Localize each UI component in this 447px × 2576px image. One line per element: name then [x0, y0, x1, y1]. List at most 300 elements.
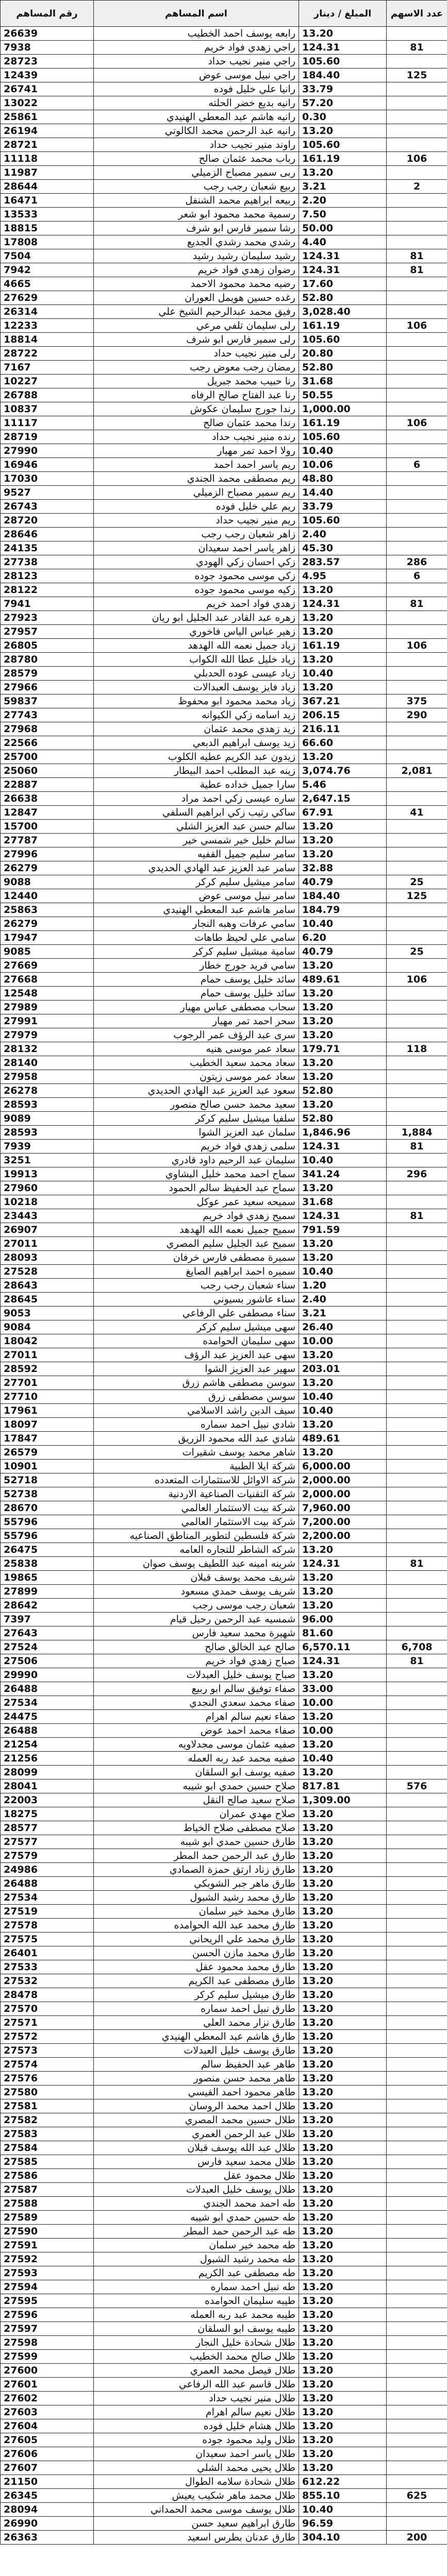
number-cell: 7938: [1, 41, 94, 55]
number-cell: 18042: [1, 1334, 94, 1348]
name-cell: طارق نبيل احمد سماره: [94, 2002, 299, 2016]
shares-cell: 106: [387, 152, 447, 166]
amount-cell: 13.20: [299, 1877, 387, 1891]
shares-cell: [387, 1001, 447, 1014]
table-row: [1, 1042, 447, 1056]
shares-cell: [387, 1376, 447, 1390]
amount-cell: 13.20: [299, 2211, 387, 2225]
table-row: [1, 959, 447, 973]
name-cell: طلال محمد ماهر شكيب يعيش: [94, 2489, 299, 2503]
amount-cell: 13.20: [299, 1446, 387, 1460]
amount-cell: 13.20: [299, 1807, 387, 1821]
table-row: [1, 208, 447, 222]
amount-cell: 341.24: [299, 1167, 387, 1181]
shares-cell: [387, 2169, 447, 2183]
shares-cell: [387, 1473, 447, 1487]
table-row: [1, 2503, 447, 2517]
amount-cell: 6,000.00: [299, 1460, 387, 1473]
table-row: [1, 2308, 447, 2322]
shares-cell: [387, 1460, 447, 1473]
shares-cell: [387, 1919, 447, 1933]
name-cell: صلاح مصطفى صلاح الخياط: [94, 1821, 299, 1835]
name-cell: زيد اسامه زكي الكيوانه: [94, 708, 299, 722]
number-cell: 27923: [1, 611, 94, 625]
name-cell: زهير عباس الياس فاخوري: [94, 625, 299, 639]
number-cell: 17947: [1, 931, 94, 945]
shares-cell: [387, 2350, 447, 2364]
name-cell: طلال يوسف موسى محمد الحمداني: [94, 2503, 299, 2517]
name-cell: رغده حسين هويمل العوران: [94, 291, 299, 305]
amount-cell: 13.20: [299, 1028, 387, 1042]
shares-cell: [387, 1543, 447, 1557]
table-row: [1, 1112, 447, 1126]
table-row: [1, 1362, 447, 1376]
number-cell: 28780: [1, 653, 94, 667]
shares-cell: [387, 1905, 447, 1919]
amount-cell: 2.40: [299, 1293, 387, 1307]
table-row: [1, 458, 447, 472]
amount-cell: 13.20: [299, 2378, 387, 2392]
amount-cell: 13.20: [299, 1863, 387, 1877]
amount-cell: 52.80: [299, 361, 387, 375]
table-row: [1, 1487, 447, 1501]
number-cell: 28646: [1, 528, 94, 541]
number-cell: 27598: [1, 2336, 94, 2350]
number-cell: 28140: [1, 1056, 94, 1070]
amount-cell: 1,846.96: [299, 1126, 387, 1140]
shares-cell: 41: [387, 806, 447, 820]
amount-cell: 13.20: [299, 2322, 387, 2336]
number-cell: 27534: [1, 1696, 94, 1710]
shares-cell: [387, 1626, 447, 1640]
number-cell: 26314: [1, 305, 94, 319]
number-cell: 21256: [1, 1752, 94, 1766]
amount-cell: 13.20: [299, 2044, 387, 2058]
amount-cell: 304.10: [299, 2531, 387, 2545]
shares-cell: [387, 486, 447, 500]
number-cell: 13533: [1, 208, 94, 222]
number-cell: 27587: [1, 2183, 94, 2197]
number-cell: 7504: [1, 249, 94, 263]
amount-cell: 13.20: [299, 2169, 387, 2183]
number-cell: 27738: [1, 555, 94, 569]
name-cell: رندا محمد عثمان صالح: [94, 416, 299, 430]
shares-cell: [387, 987, 447, 1001]
name-cell: سلفيا ميشيل سليم كركر: [94, 1112, 299, 1126]
name-cell: سماح احمد محمد خليل البشاوي: [94, 1167, 299, 1181]
amount-cell: 13.20: [299, 1933, 387, 1946]
table-row: [1, 180, 447, 194]
table-row: [1, 375, 447, 388]
name-cell: راوند منير نجيب حداد: [94, 138, 299, 152]
amount-cell: 283.57: [299, 555, 387, 569]
shares-cell: [387, 2364, 447, 2378]
shares-cell: [387, 1515, 447, 1529]
amount-cell: 1,309.00: [299, 1793, 387, 1807]
shares-cell: [387, 1154, 447, 1167]
number-cell: 27583: [1, 2127, 94, 2141]
shares-cell: [387, 291, 447, 305]
table-row: [1, 2002, 447, 2016]
name-cell: شركة ايلا الطبية: [94, 1460, 299, 1473]
amount-cell: 1.20: [299, 1279, 387, 1293]
name-cell: زكي احسان زكي الهودي: [94, 555, 299, 569]
shares-cell: [387, 2447, 447, 2461]
shares-cell: [387, 1738, 447, 1752]
table-row: [1, 1265, 447, 1279]
shares-cell: 2: [387, 180, 447, 194]
number-cell: 17847: [1, 1432, 94, 1446]
table-row: [1, 2531, 447, 2545]
number-cell: 27582: [1, 2113, 94, 2127]
amount-cell: 13.20: [299, 583, 387, 597]
shares-cell: [387, 1960, 447, 1974]
table-row: [1, 1988, 447, 2002]
number-cell: 27605: [1, 2433, 94, 2447]
name-cell: رابعه يوسف احمد الخطيب: [94, 27, 299, 41]
number-cell: 26805: [1, 639, 94, 653]
shares-cell: [387, 1724, 447, 1738]
shares-cell: [387, 2308, 447, 2322]
table-row: [1, 138, 447, 152]
table-row: [1, 110, 447, 124]
table-row: [1, 2266, 447, 2280]
table-row: [1, 402, 447, 416]
amount-cell: 10.00: [299, 1696, 387, 1710]
name-cell: سعاد محمد سعيد الخطيب: [94, 1056, 299, 1070]
number-cell: 27528: [1, 1265, 94, 1279]
amount-cell: 4.95: [299, 569, 387, 583]
amount-cell: 124.31: [299, 597, 387, 611]
amount-cell: 13.20: [299, 1821, 387, 1835]
amount-cell: 3,028.40: [299, 305, 387, 319]
table-row: [1, 1279, 447, 1293]
name-cell: طلال هشام خليل فوده: [94, 2419, 299, 2433]
table-row: [1, 1028, 447, 1042]
shares-cell: [387, 750, 447, 764]
name-cell: سعود عبد العزيز عبد الهادي الحديدي: [94, 1084, 299, 1098]
name-cell: طلال احمد محمد الروسان: [94, 2099, 299, 2113]
shares-cell: [387, 1098, 447, 1112]
number-cell: 28093: [1, 1251, 94, 1265]
number-cell: 12548: [1, 987, 94, 1001]
shares-cell: 200: [387, 2531, 447, 2545]
name-cell: سالم خليل خير شمسي خير: [94, 834, 299, 848]
name-cell: شهيرة محمد سعيد فارس: [94, 1626, 299, 1640]
amount-cell: 4.40: [299, 235, 387, 249]
amount-cell: 13.20: [299, 1098, 387, 1112]
amount-cell: 13.20: [299, 1001, 387, 1014]
table-row: [1, 1237, 447, 1251]
shares-cell: [387, 1195, 447, 1209]
amount-cell: 48.80: [299, 472, 387, 486]
shares-cell: [387, 2016, 447, 2030]
name-cell: شعبان رجب موسى رجب: [94, 1599, 299, 1613]
number-cell: 29990: [1, 1668, 94, 1682]
amount-cell: 20.80: [299, 347, 387, 361]
table-row: [1, 694, 447, 708]
table-row: [1, 1835, 447, 1849]
shares-cell: [387, 2503, 447, 2517]
number-cell: 7167: [1, 361, 94, 375]
number-cell: 27599: [1, 2350, 94, 2364]
number-cell: 27595: [1, 2294, 94, 2308]
shares-cell: [387, 1835, 447, 1849]
name-cell: طلال منير نجيب حداد: [94, 2392, 299, 2405]
table-row: [1, 416, 447, 430]
table-row: [1, 708, 447, 722]
number-cell: 16946: [1, 458, 94, 472]
table-row: [1, 2461, 447, 2475]
name-cell: رضوان زهدي فواد خريم: [94, 263, 299, 277]
table-row: [1, 82, 447, 96]
name-cell: ربيع شعبان رجب رجب: [94, 180, 299, 194]
shares-cell: [387, 514, 447, 528]
number-cell: 18097: [1, 1418, 94, 1432]
amount-cell: 13.20: [299, 2252, 387, 2266]
amount-cell: 13.20: [299, 124, 387, 138]
number-cell: 25060: [1, 764, 94, 778]
shares-cell: [387, 1056, 447, 1070]
number-cell: 27011: [1, 1348, 94, 1362]
table-row: [1, 1766, 447, 1780]
name-cell: طه نبيل احمد سماره: [94, 2280, 299, 2294]
name-cell: ريم سمير مصباح الزميلي: [94, 486, 299, 500]
name-cell: سناء مصطفى علي الرفاعي: [94, 1307, 299, 1320]
name-cell: طلال صالح محمد الخطيب: [94, 2350, 299, 2364]
name-cell: طارق محمد مازن الحسن: [94, 1946, 299, 1960]
amount-cell: 13.20: [299, 2336, 387, 2350]
table-row: [1, 1696, 447, 1710]
amount-cell: 13.20: [299, 1014, 387, 1028]
table-row: [1, 750, 447, 764]
shares-cell: [387, 917, 447, 931]
number-cell: 28579: [1, 667, 94, 681]
amount-cell: 45.30: [299, 541, 387, 555]
name-cell: صالح عبد الخالق صالح: [94, 1640, 299, 1654]
table-row: [1, 2378, 447, 2392]
number-cell: 27743: [1, 708, 94, 722]
name-cell: سليمان عبد الرحيم داود قادري: [94, 1154, 299, 1167]
table-row: [1, 2016, 447, 2030]
number-cell: 26907: [1, 1223, 94, 1237]
amount-cell: 67.91: [299, 806, 387, 820]
table-row: [1, 166, 447, 180]
amount-cell: 13.20: [299, 2141, 387, 2155]
shares-cell: [387, 1849, 447, 1863]
table-row: [1, 388, 447, 402]
table-row: [1, 1404, 447, 1418]
amount-cell: 3.21: [299, 1307, 387, 1320]
amount-cell: 10.40: [299, 1154, 387, 1167]
shares-cell: [387, 1613, 447, 1626]
number-cell: 17961: [1, 1404, 94, 1418]
number-cell: 27607: [1, 2461, 94, 2475]
table-row: [1, 987, 447, 1001]
shares-cell: 81: [387, 249, 447, 263]
number-cell: 26194: [1, 124, 94, 138]
name-cell: طارق محمد رشيد الشبول: [94, 1891, 299, 1905]
shares-cell: [387, 2099, 447, 2113]
table-row: [1, 861, 447, 875]
number-cell: 17808: [1, 235, 94, 249]
amount-cell: 13.20: [299, 1905, 387, 1919]
number-cell: 25838: [1, 1557, 94, 1571]
table-row: [1, 2447, 447, 2461]
number-cell: 27586: [1, 2169, 94, 2183]
table-row: [1, 1780, 447, 1793]
name-cell: رلى منير نجيب حداد: [94, 347, 299, 361]
table-row: [1, 1098, 447, 1112]
shares-cell: [387, 1821, 447, 1835]
shares-cell: [387, 1265, 447, 1279]
table-row: [1, 875, 447, 889]
number-cell: 10218: [1, 1195, 94, 1209]
name-cell: راجي زهدي فواد خريم: [94, 41, 299, 55]
name-cell: زيد زهدي محمد عثمان: [94, 722, 299, 736]
name-cell: سامي علي لحيظ طاهات: [94, 931, 299, 945]
table-row: [1, 667, 447, 681]
name-cell: صباح زهدي فواد خريم: [94, 1654, 299, 1668]
table-row: [1, 625, 447, 639]
number-cell: 7942: [1, 263, 94, 277]
amount-cell: 3,074.76: [299, 764, 387, 778]
amount-cell: 50.00: [299, 222, 387, 235]
shares-cell: 25: [387, 945, 447, 959]
name-cell: سعاد عمر موسى هنيه: [94, 1042, 299, 1056]
amount-cell: 96.59: [299, 2517, 387, 2531]
shares-cell: [387, 583, 447, 597]
number-cell: 28721: [1, 138, 94, 152]
shares-cell: [387, 1863, 447, 1877]
table-row: [1, 1933, 447, 1946]
shares-cell: 106: [387, 416, 447, 430]
number-cell: 28478: [1, 1988, 94, 2002]
table-row: [1, 1640, 447, 1654]
table-row: [1, 2072, 447, 2086]
number-cell: 11117: [1, 416, 94, 430]
number-cell: 23443: [1, 1209, 94, 1223]
amount-cell: 17.60: [299, 277, 387, 291]
shares-cell: [387, 792, 447, 806]
amount-cell: 31.68: [299, 375, 387, 388]
number-cell: 9527: [1, 486, 94, 500]
number-cell: 28719: [1, 430, 94, 444]
number-cell: 27668: [1, 973, 94, 987]
amount-cell: 855.10: [299, 2489, 387, 2503]
amount-cell: 13.20: [299, 2364, 387, 2378]
name-cell: طارق ابراهيم سعيد حسن: [94, 2517, 299, 2531]
name-cell: طارق هاشم عبد المعطي الهنيدي: [94, 2030, 299, 2044]
shares-cell: 81: [387, 597, 447, 611]
name-cell: رنا حبيب محمد جبريل: [94, 375, 299, 388]
shares-cell: 6: [387, 569, 447, 583]
header-shares: عدد الاسهم: [387, 1, 447, 27]
shares-cell: [387, 375, 447, 388]
amount-cell: 10.40: [299, 1404, 387, 1418]
number-cell: 26743: [1, 500, 94, 514]
table-row: [1, 2517, 447, 2531]
amount-cell: 66.60: [299, 736, 387, 750]
amount-cell: 13.20: [299, 820, 387, 834]
number-cell: 27519: [1, 1905, 94, 1919]
shares-cell: [387, 848, 447, 861]
name-cell: طيبه سليمان الحوامده: [94, 2294, 299, 2308]
shares-cell: 106: [387, 319, 447, 333]
table-row: [1, 611, 447, 625]
shares-cell: [387, 1446, 447, 1460]
table-row: [1, 2211, 447, 2225]
number-cell: 28644: [1, 180, 94, 194]
number-cell: 26488: [1, 1877, 94, 1891]
amount-cell: 2,200.00: [299, 1529, 387, 1543]
number-cell: 10901: [1, 1460, 94, 1473]
table-row: [1, 2099, 447, 2113]
number-cell: 27600: [1, 2364, 94, 2378]
shares-cell: 125: [387, 69, 447, 82]
name-cell: سامر هاشم عبد المعطي الهنيدي: [94, 903, 299, 917]
amount-cell: 10.00: [299, 1334, 387, 1348]
table-row: [1, 2058, 447, 2072]
table-row: [1, 778, 447, 792]
shares-cell: [387, 1807, 447, 1821]
name-cell: طلال يوسف خليل العبدلات: [94, 2183, 299, 2197]
shares-cell: [387, 778, 447, 792]
header-number: رقم المساهم: [1, 1, 94, 27]
shares-cell: [387, 82, 447, 96]
name-cell: طلال نعيم سالم اهرام: [94, 2405, 299, 2419]
amount-cell: 13.20: [299, 2016, 387, 2030]
name-cell: شركة فلسطين لتطوير المناطق الصناعيه: [94, 1529, 299, 1543]
amount-cell: 13.20: [299, 2308, 387, 2322]
number-cell: 26788: [1, 388, 94, 402]
table-row: [1, 152, 447, 166]
name-cell: رنده منير نجيب حداد: [94, 430, 299, 444]
amount-cell: 13.20: [299, 2433, 387, 2447]
table-row: [1, 1891, 447, 1905]
table-row: [1, 945, 447, 959]
number-cell: 28645: [1, 1293, 94, 1307]
shares-cell: [387, 653, 447, 667]
shares-cell: [387, 208, 447, 222]
shares-cell: [387, 1293, 447, 1307]
amount-cell: 13.20: [299, 2447, 387, 2461]
table-row: [1, 55, 447, 69]
name-cell: صفاء محمد سعدي النجدي: [94, 1696, 299, 1710]
amount-cell: 13.20: [299, 1835, 387, 1849]
number-cell: 19865: [1, 1571, 94, 1585]
amount-cell: 13.20: [299, 1988, 387, 2002]
amount-cell: 13.20: [299, 611, 387, 625]
name-cell: شرينه امينه عبد اللطيف يوسف صوان: [94, 1557, 299, 1571]
name-cell: زكيه موسى محمود جوده: [94, 583, 299, 597]
shares-cell: [387, 27, 447, 41]
amount-cell: 10.40: [299, 2503, 387, 2517]
shares-cell: [387, 931, 447, 945]
table-row: [1, 1543, 447, 1557]
name-cell: طلال محمود عقل: [94, 2169, 299, 2183]
shares-cell: [387, 1390, 447, 1404]
name-cell: سحر احمد تمر مهيار: [94, 1014, 299, 1028]
table-row: [1, 528, 447, 541]
shares-cell: 125: [387, 889, 447, 903]
amount-cell: 7,200.00: [299, 1515, 387, 1529]
name-cell: شادي نبيل احمد سماره: [94, 1418, 299, 1432]
amount-cell: 13.20: [299, 27, 387, 41]
shares-cell: [387, 444, 447, 458]
amount-cell: 10.40: [299, 1752, 387, 1766]
table-row: [1, 305, 447, 319]
